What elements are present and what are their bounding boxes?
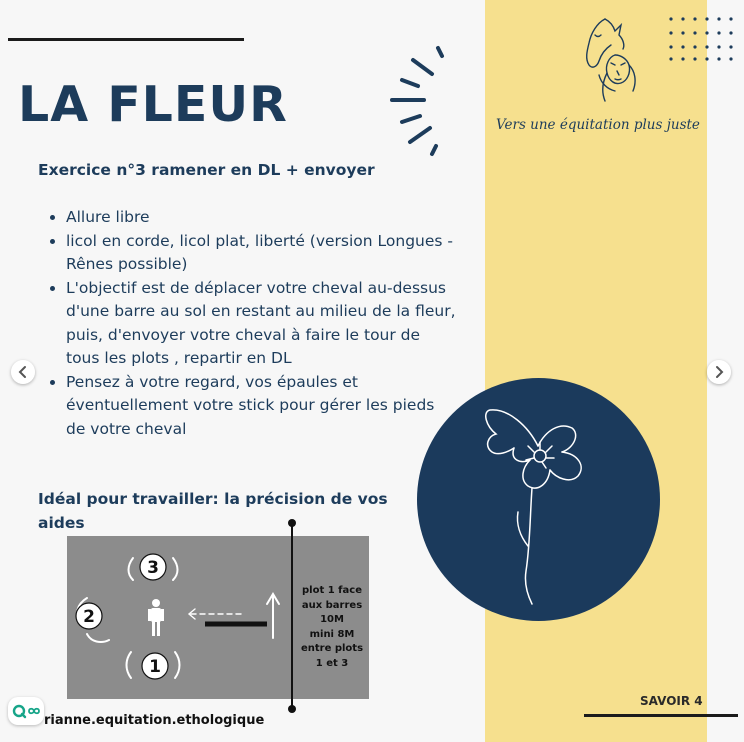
poppy-flower-icon bbox=[458, 396, 608, 606]
marker-2: 2 bbox=[83, 607, 95, 627]
instagram-badge-glyph bbox=[8, 697, 44, 725]
note-line: 10M bbox=[320, 614, 344, 625]
sun-rays-icon bbox=[388, 42, 448, 162]
measure-dot-top bbox=[288, 519, 296, 527]
bottom-divider bbox=[584, 714, 738, 717]
list-item: • Allure libre bbox=[66, 206, 456, 230]
diagram-drawing bbox=[67, 520, 307, 715]
page-title: LA FLEUR bbox=[18, 76, 288, 133]
note-line: 1 et 3 bbox=[315, 657, 349, 669]
diagram-note bbox=[296, 584, 368, 671]
list-item: • Pensez à votre regard, vos épaules et éventuellement votre stick pour gérer les pieds de votre cheval bbox=[66, 371, 456, 442]
exercise-subtitle: Exercice n°3 ramener en DL + envoyer bbox=[38, 161, 375, 179]
note-line: entre plots bbox=[300, 643, 364, 654]
marker-3: 3 bbox=[147, 558, 159, 578]
marker-1: 1 bbox=[149, 657, 161, 677]
measure-dot-bottom bbox=[288, 705, 296, 713]
brand-tagline: Vers une équitation plus juste bbox=[496, 117, 700, 133]
instagram-badge-icon[interactable] bbox=[8, 697, 44, 725]
list-item: • licol en corde, licol plat, liberté (version Longues -Rênes possible) bbox=[66, 230, 456, 277]
carousel-next-button[interactable] bbox=[707, 360, 731, 384]
instructions-list bbox=[38, 206, 456, 441]
note-line: mini 8M bbox=[309, 628, 355, 640]
chevron-right-icon bbox=[707, 360, 731, 384]
account-handle: rianne.equitation.ethologique bbox=[44, 713, 265, 728]
dot-grid-icon bbox=[667, 15, 739, 63]
chevron-left-icon bbox=[11, 360, 35, 384]
ideal-heading: Idéal pour travailler: la précision de vos aides bbox=[38, 490, 388, 532]
horse-rider-logo-icon bbox=[575, 15, 645, 105]
top-divider bbox=[8, 38, 244, 41]
list-item: • L'objectif est de déplacer votre cheval au-dessus d'une barre au sol en restant au milieu de la fleur, puis, d'envoyer votre cheval à faire le tour de tous les plots , repartir en DL bbox=[66, 277, 456, 371]
savoir-label: SAVOIR 4 bbox=[640, 694, 703, 708]
measure-line bbox=[291, 522, 293, 710]
note-line: plot 1 face bbox=[302, 585, 362, 596]
note-line: aux barres bbox=[301, 599, 363, 611]
yellow-band bbox=[485, 0, 707, 742]
carousel-prev-button[interactable] bbox=[11, 360, 35, 384]
